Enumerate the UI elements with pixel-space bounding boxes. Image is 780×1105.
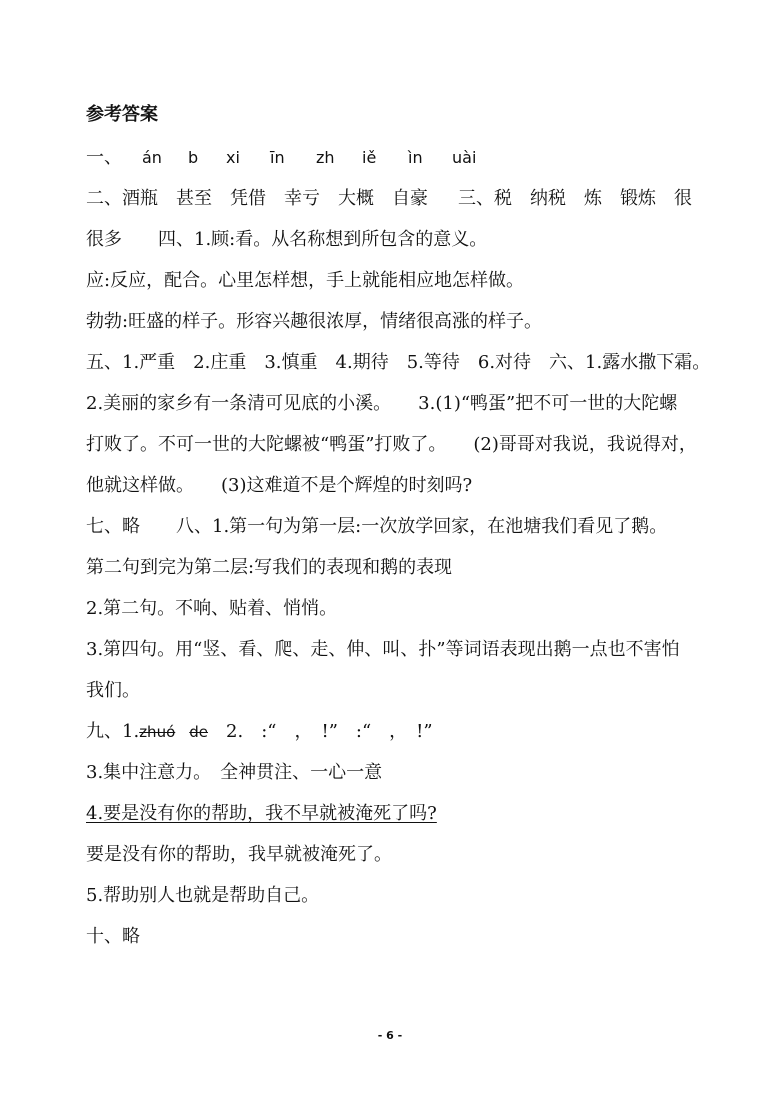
struck-pinyin: zhuó <box>139 723 176 741</box>
answer-line-20: 十、略 <box>86 926 140 947</box>
answer-line-13: 3.第四句。用“竖、看、爬、走、伸、叫、扑”等词语表现出鹅一点也不害怕 <box>86 639 680 660</box>
answer-line-14: 我们。 <box>86 680 140 701</box>
pinyin-item: īn <box>270 148 285 167</box>
page-title: 参考答案 <box>86 104 158 125</box>
pinyin-item: án <box>142 148 162 167</box>
answer-text: 九、1. <box>86 721 140 742</box>
struck-pinyin: de <box>189 723 209 741</box>
answer-line-3: 很多 四、1.顾:看。从名称想到所包含的意义。 <box>86 229 488 250</box>
answer-line-17: 4.要是没有你的帮助，我不早就被淹死了吗? <box>86 803 437 824</box>
pinyin-item: b <box>188 148 199 167</box>
page-number: - 6 - <box>377 1029 403 1042</box>
answer-text: 二、酒瓶 甚至 凭借 幸亏 大概 自豪 <box>86 188 428 209</box>
pinyin-item: uài <box>452 148 477 167</box>
answer-line-12: 2.第二句。不响、贴着、悄悄。 <box>86 598 338 619</box>
answer-line-9: 他就这样做。 (3)这难道不是个辉煌的时刻吗? <box>86 475 473 496</box>
section-label: 一、 <box>86 147 122 168</box>
answer-text: 三、税 纳税 炼 锻炼 很 <box>458 188 692 209</box>
answer-line-10: 七、略 八、1.第一句为第一层:一次放学回家，在池塘我们看见了鹅。 <box>86 516 668 537</box>
answer-line-1 <box>86 146 476 170</box>
pinyin-item: xi <box>226 148 240 167</box>
answer-line-18: 要是没有你的帮助，我早就被淹死了。 <box>86 844 392 865</box>
answer-line-7: 2.美丽的家乡有一条清可见底的小溪。 3.(1)“鸭蛋”把不可一世的大陀螺 <box>86 393 678 414</box>
answer-line-19: 5.帮助别人也就是帮助自己。 <box>86 885 320 906</box>
answer-line-16: 3.集中注意力。 全神贯注、一心一意 <box>86 762 383 783</box>
answer-line-8: 打败了。不可一世的大陀螺被“鸭蛋”打败了。 (2)哥哥对我说，我说得对， <box>86 434 697 455</box>
answer-line-6: 五、1.严重 2.庄重 3.慎重 4.期待 5.等待 6.对待 六、1.露水撒下霜。 <box>86 352 711 373</box>
pinyin-item: iě <box>362 148 377 167</box>
answer-line-5: 勃勃:旺盛的样子。形容兴趣很浓厚，情绪很高涨的样子。 <box>86 311 543 332</box>
answer-line-4: 应:反应，配合。心里怎样想，手上就能相应地怎样做。 <box>86 270 525 291</box>
answer-line-2 <box>86 187 692 211</box>
answer-text: 2. :“ ， !” :“ ， !” <box>208 721 433 742</box>
pinyin-item: ìn <box>408 148 423 167</box>
answer-line-11: 第二句到完为第二层:写我们的表现和鹅的表现 <box>86 557 453 578</box>
pinyin-item: zh <box>316 148 335 167</box>
answer-line-15 <box>86 720 433 744</box>
